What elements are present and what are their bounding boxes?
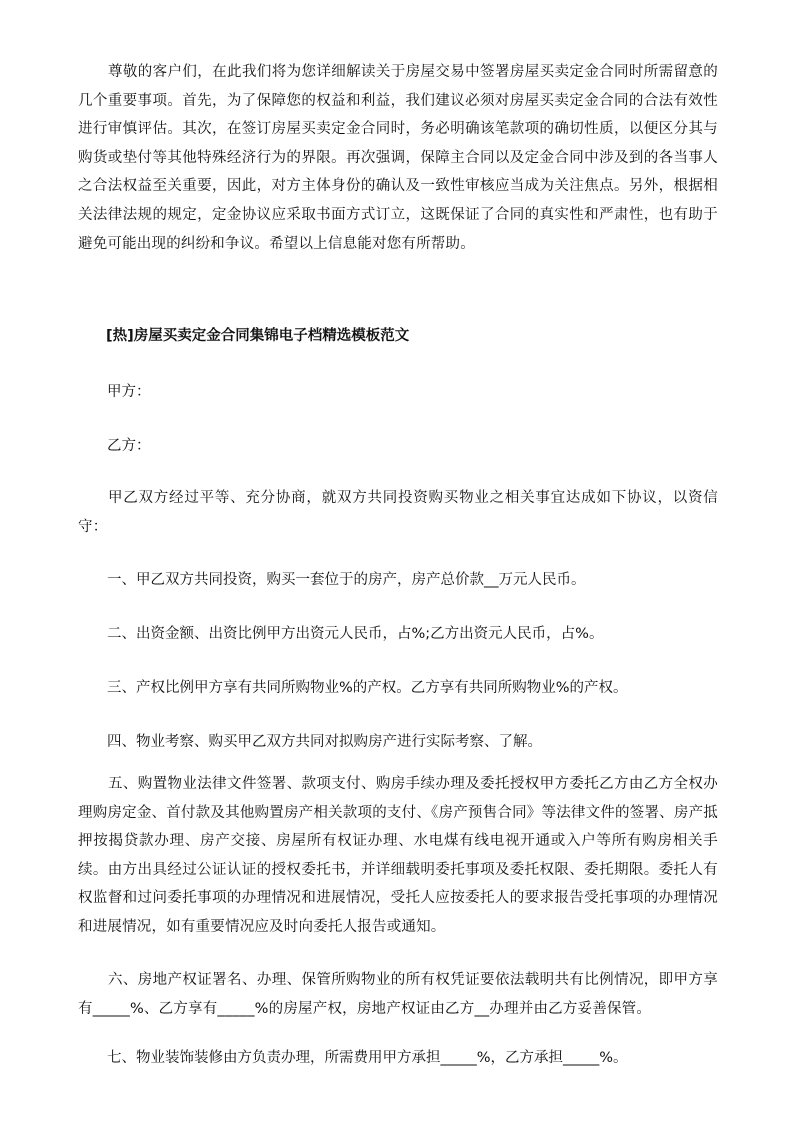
party-b-label: 乙方： [107,438,151,454]
party-a-label: 甲方： [107,384,151,400]
clause-2: 二、出资金额、出资比例甲方出资元人民币，占%;乙方出资元人民币，占%。 [107,626,604,642]
document-title: [热]房屋买卖定金合同集锦电子档精选模板范文 [106,328,410,344]
clause-4: 四、物业考察、购买甲乙双方共同对拟购房产进行实际考察、了解。 [107,734,542,750]
clause-3: 三、产权比例甲方享有共同所购物业%的产权。乙方享有共同所购物业%的产权。 [107,680,628,696]
intro-paragraph: 尊敬的客户们，在此我们将为您详细解读关于房屋交易中签署房屋买卖定金合同时所需留意的几个重要事项。首先，为了保障您的权益和利益，我们建议必须对房屋买卖定金合同的合法有效性进行审慎评估。其次，在签订房屋买卖定金合同时，务必明确该笔款项的确切性质，以便区分其与购货或垫付等其他特殊经济行为的界限。再次强调，保障主合同以及定金合同中涉及到的各当事人之合法权益至关重要，因此，对方主体身份的确认及一致性审核应当成为关注焦点。另外，根据相关法律法规的规定，定金协议应采取书面方式订立，这既保证了合同的真实性和严肃性，也有助于避免可能出现的纠纷和争议。希望以上信息能对您有所帮助。 [78,64,718,252]
preamble-paragraph: 甲乙双方经过平等、充分协商，就双方共同投资购买物业之相关事宜达成如下协议，以资信守： [78,490,718,535]
clause-6: 六、房地产权证署名、办理、保管所购物业的所有权凭证要依法载明共有比例情况，即甲方享有_____%、乙方享有_____%的房屋产权，房地产权证由乙方__办理并由乙方妥善保管。 [78,972,718,1017]
clause-7: 七、物业装饰装修由方负责办理，所需费用甲方承担_____%，乙方承担_____%。 [107,1050,628,1066]
clause-1: 一、甲乙双方共同投资，购买一套位于的房产，房产总价款__万元人民币。 [107,572,586,588]
clause-5: 五、购置物业法律文件签署、款项支付、购房手续办理及委托授权甲方委托乙方由乙方全权办理购房定金、首付款及其他购置房产相关款项的支付、《房产预售合同》等法律文件的签署、房产抵押按揭贷款办理、房产交接、房屋所有权证办理、水电煤有线电视开通或入户等所有购房相关手续。由方出具经过公证认证的授权委托书，并详细载明委托事项及委托权限、委托期限。委托人有权监督和过问委托事项的办理情况和进展情况，受托人应按委托人的要求报告受托事项的办理情况和进展情况，如有重要情况应及时向委托人报告或通知。 [78,776,718,935]
